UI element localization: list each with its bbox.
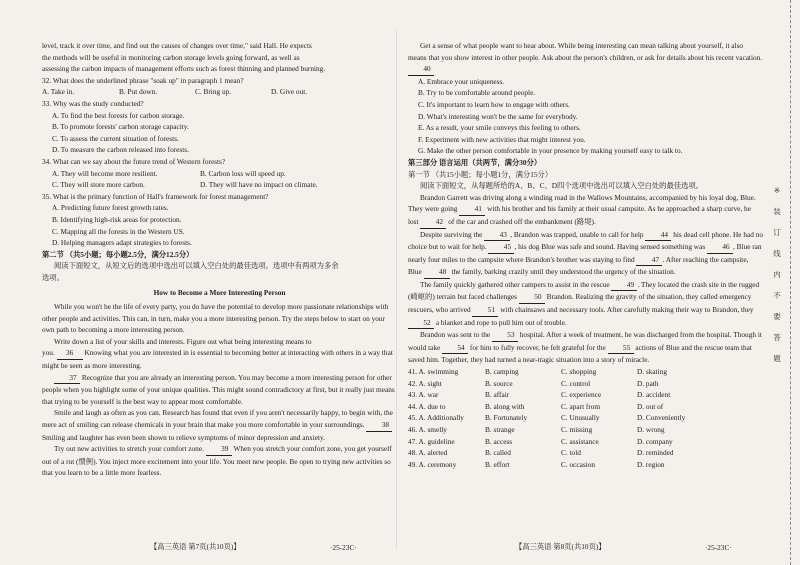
- choice-row: 41. A. swimming B. camping C. shopping D. skating: [408, 367, 667, 377]
- blank-36[interactable]: 36: [57, 347, 83, 360]
- blank-50[interactable]: 50: [519, 291, 545, 304]
- part-heading: 第三部分 语言运用（共两节，满分30分）: [408, 157, 542, 167]
- page-code-left: ·25-23C·: [330, 543, 357, 552]
- paragraph: Despite surviving the 43 , Brandon was trapped, unable to call for help 44 his dead cell phone. He had no choice but to wait for help. 45 , his dog Blue was safe and sound. Having sensed something was 46 , Blue ran nearly four miles to the campsite where Brandon's brother was staying to find 47 . After reaching the campsite, Blue 48 the family, barking crazily until they understood the urgency of the situation.: [408, 229, 763, 279]
- margin-char: 线: [773, 249, 781, 258]
- option: A. Embrace your uniqueness.: [418, 76, 505, 86]
- question-33: 33. Why was the study conducted?: [42, 98, 144, 108]
- choice-row: 42. A. sight B. source C. control D. path: [408, 378, 659, 388]
- margin-char: 答: [773, 333, 781, 342]
- margin-char: 题: [773, 354, 781, 363]
- margin-char: ※: [773, 186, 781, 195]
- option: G. Make the other person comfortable in your presence by making yourself easy to talk to.: [418, 146, 683, 156]
- paragraph: Write down a list of your skills and interests. Figure out what being interesting means to: [54, 336, 312, 346]
- choice-row: 44. A. due to B. along with C. apart from D. out of: [408, 401, 664, 411]
- paragraph: While you won't be the life of every party, you do have the potential to develop more passionate relationships with other people and activities. This can, in turn, make you a more interesting person. Try the steps below to start on your own path to becoming a more interesting person.: [42, 302, 389, 335]
- option: B. To promote forests' carbon storage capacity.: [52, 122, 189, 132]
- option: C. They will store more carbon.: [52, 180, 145, 190]
- section-heading: 第一节 （共15小题；每小题1分，满分15分）: [408, 169, 553, 179]
- option: F. Experiment with new activities that might interest you.: [418, 134, 586, 144]
- page-code-right: ·25-23C·: [705, 543, 732, 552]
- paragraph: The family quickly gathered other campers to assist in the rescue 49 . They located the crash site in the rugged (崎岖的) terrain but faced challenges 50 Brandon. Realizing the gravity of the situation, they called emergency rescuers, who arrived 51 with chainsaws and necessary tools. After carefully making their way to Brandon, they 52 a blanket and rope to pull him out of trouble.: [408, 279, 763, 329]
- paragraph: Brandon was sent to the 53 hospital. After a week of treatment, he was discharged from the hospital. Though it would take 54 for him to fully recover, he felt grateful for the 55 actions of Blue and the rescue team that saved him. Together, they had turned a near-tragic situation into a story of miracle.: [408, 330, 762, 365]
- blank-40[interactable]: 40: [408, 63, 434, 76]
- paragraph: Get a sense of what people want to hear about. While being interesting can mean talking about yourself, it also means that you show interest in other people. Ask about the person's children, or ask for details about his recent vacation. 40: [408, 40, 763, 76]
- blank-52[interactable]: 52: [408, 317, 434, 330]
- blank-37[interactable]: 37: [54, 372, 80, 385]
- margin-char: 要: [773, 312, 781, 321]
- option: D. They will have no impact on climate.: [200, 180, 318, 190]
- blank-47[interactable]: 47: [636, 254, 662, 267]
- option: B. Put down.: [119, 87, 158, 97]
- option: B. Identifying high-risk areas for protection.: [52, 214, 182, 224]
- choice-row: 49. A. ceremony B. effort C. occasion D. region: [408, 459, 665, 469]
- margin-char: 不: [773, 291, 781, 300]
- blank-51[interactable]: 51: [472, 304, 498, 317]
- question-34-options: [42, 179, 397, 191]
- option: C. It's important to learn how to engage with others.: [418, 99, 570, 109]
- binding-line: [790, 0, 791, 565]
- blank-42[interactable]: 42: [420, 216, 446, 229]
- option: C. Mapping all the forests in the Western US.: [52, 226, 185, 236]
- option: B. Carbon loss will speed up.: [200, 168, 286, 178]
- option: A. Predicting future forest growth rates.: [52, 203, 169, 213]
- choice-row: 48. A. alerted B. called C. told D. reminded: [408, 448, 674, 458]
- text-line: the methods will be useful in monitoring carbon storage levels going forward, as well as: [42, 52, 300, 62]
- option: A. They will become more resilient.: [52, 168, 158, 178]
- blank-38[interactable]: 38: [366, 419, 392, 432]
- paragraph: Brandon Garrett was driving along a winding road in the Wallows Mountains, accompanied by his loyal dog, Blue. They were going 41 with his brother and his family at their usual campsite. As he approached a sharp curve, he lost 42 of the car and crashed off the embankment (路堤).: [408, 192, 763, 229]
- blank-41[interactable]: 41: [459, 203, 485, 216]
- blank-44[interactable]: 44: [645, 229, 671, 242]
- option: A. Take in.: [42, 87, 75, 97]
- paragraph: Try out new activities to stretch your comfort zone. 39 When you stretch your comfort zone, you get yourself out of a rut (惯例). You inject more excitement into your life. You meet new people. Be open to trying new activities so that you learn to be a little more fearless.: [42, 444, 392, 478]
- choice-row: 43. A. war B. affair C. experience D. accident: [408, 390, 671, 400]
- left-column: [42, 40, 397, 479]
- choice-row: 45. A. Additionally B. Fortunately C. Unusually D. Conveniently: [408, 413, 686, 423]
- choice-row: 46. A. smelly B. strange C. missing D. wrong: [408, 425, 665, 434]
- option: D. Give out.: [271, 87, 308, 97]
- blank-54[interactable]: 54: [442, 342, 468, 355]
- blank-46[interactable]: 46: [707, 241, 733, 254]
- option: A. To find the best forests for carbon storage.: [52, 110, 185, 120]
- text-line: level, track it over time, and find out the causes of changes over time," said Hall. He expects: [42, 41, 312, 50]
- blank-45[interactable]: 45: [488, 241, 514, 254]
- question-35: 35. What is the primary function of Hall's framework for forest management?: [42, 191, 269, 201]
- option: C. To assess the current situation of forests.: [52, 133, 179, 143]
- paragraph: you. 36 Knowing what you are interested in is essential to becoming better at interacting with others in a way that might be seen as more interesting.: [42, 348, 393, 371]
- page-footer-left: 【高三英语 第7页(共10页)】: [150, 542, 241, 551]
- passage-title: How to Become a More Interesting Person: [153, 288, 286, 298]
- option: B. Try to be comfortable around people.: [418, 88, 536, 98]
- section-instructions: 阅读下面短文，从每题所给的A、B、C、D四个选项中选出可以填入空白处的最佳选项。: [420, 181, 703, 191]
- question-34-options: [42, 168, 397, 180]
- section-instructions: 选项。: [42, 272, 64, 282]
- section-heading: 第二节 （共5小题；每小题2.5分，满分12.5分）: [42, 249, 194, 259]
- choice-row: 47. A. guideline B. access C. assistance D. company: [408, 436, 673, 446]
- paragraph: 37 Recognize that you are already an interesting person. You may become a more interesting person for other people when you highlight some of your unique qualities. This might sound contradictory at first, but it really just means that trying to be yourself is the best way to appear most comfortable.: [42, 372, 395, 406]
- blank-49[interactable]: 49: [611, 279, 637, 292]
- text-line: assessing the carbon impacts of management efforts such as forest thinning and planned burning.: [42, 64, 326, 74]
- blank-55[interactable]: 55: [608, 342, 634, 355]
- option: D. To measure the carbon released into forests.: [52, 145, 189, 155]
- blank-53[interactable]: 53: [492, 329, 518, 342]
- question-34: 34. What can we say about the future trend of Western forests?: [42, 156, 226, 166]
- binding-margin-notice: [770, 180, 784, 369]
- blank-48[interactable]: 48: [424, 266, 450, 279]
- section-instructions: 阅读下面短文，从短文后的选项中选出可以填入空白处的最佳选项。选项中有两项为多余: [54, 261, 339, 271]
- blank-39[interactable]: 39: [206, 443, 232, 456]
- option: C. Bring up.: [195, 87, 232, 97]
- paragraph: Smile and laugh as often as you can. Research has found that even if you aren't necessarily happy, to begin with, the mere act of smiling can release chemicals in your brain that make you more comfortable in your surroundings. 38 Smiling and laughter has even been shown to relieve symptoms of minor depression and anxiety.: [42, 408, 393, 442]
- margin-char: 订: [773, 228, 781, 237]
- margin-char: 装: [773, 207, 781, 216]
- question-32-options: [42, 86, 397, 98]
- margin-char: 内: [773, 270, 781, 279]
- question-32: 32. What does the underlined phrase "soak up" in paragraph 1 mean?: [42, 75, 244, 85]
- option: D. What's interesting won't be the same for everybody.: [418, 111, 578, 121]
- option: E. As a result, your smile conveys this feeling to others.: [418, 123, 581, 133]
- page-footer-right: 【高三英语 第8页(共10页)】: [515, 542, 606, 551]
- right-column: [408, 40, 763, 470]
- blank-43[interactable]: 43: [484, 229, 510, 242]
- option: D. Helping managers adapt strategies to forests.: [52, 238, 192, 248]
